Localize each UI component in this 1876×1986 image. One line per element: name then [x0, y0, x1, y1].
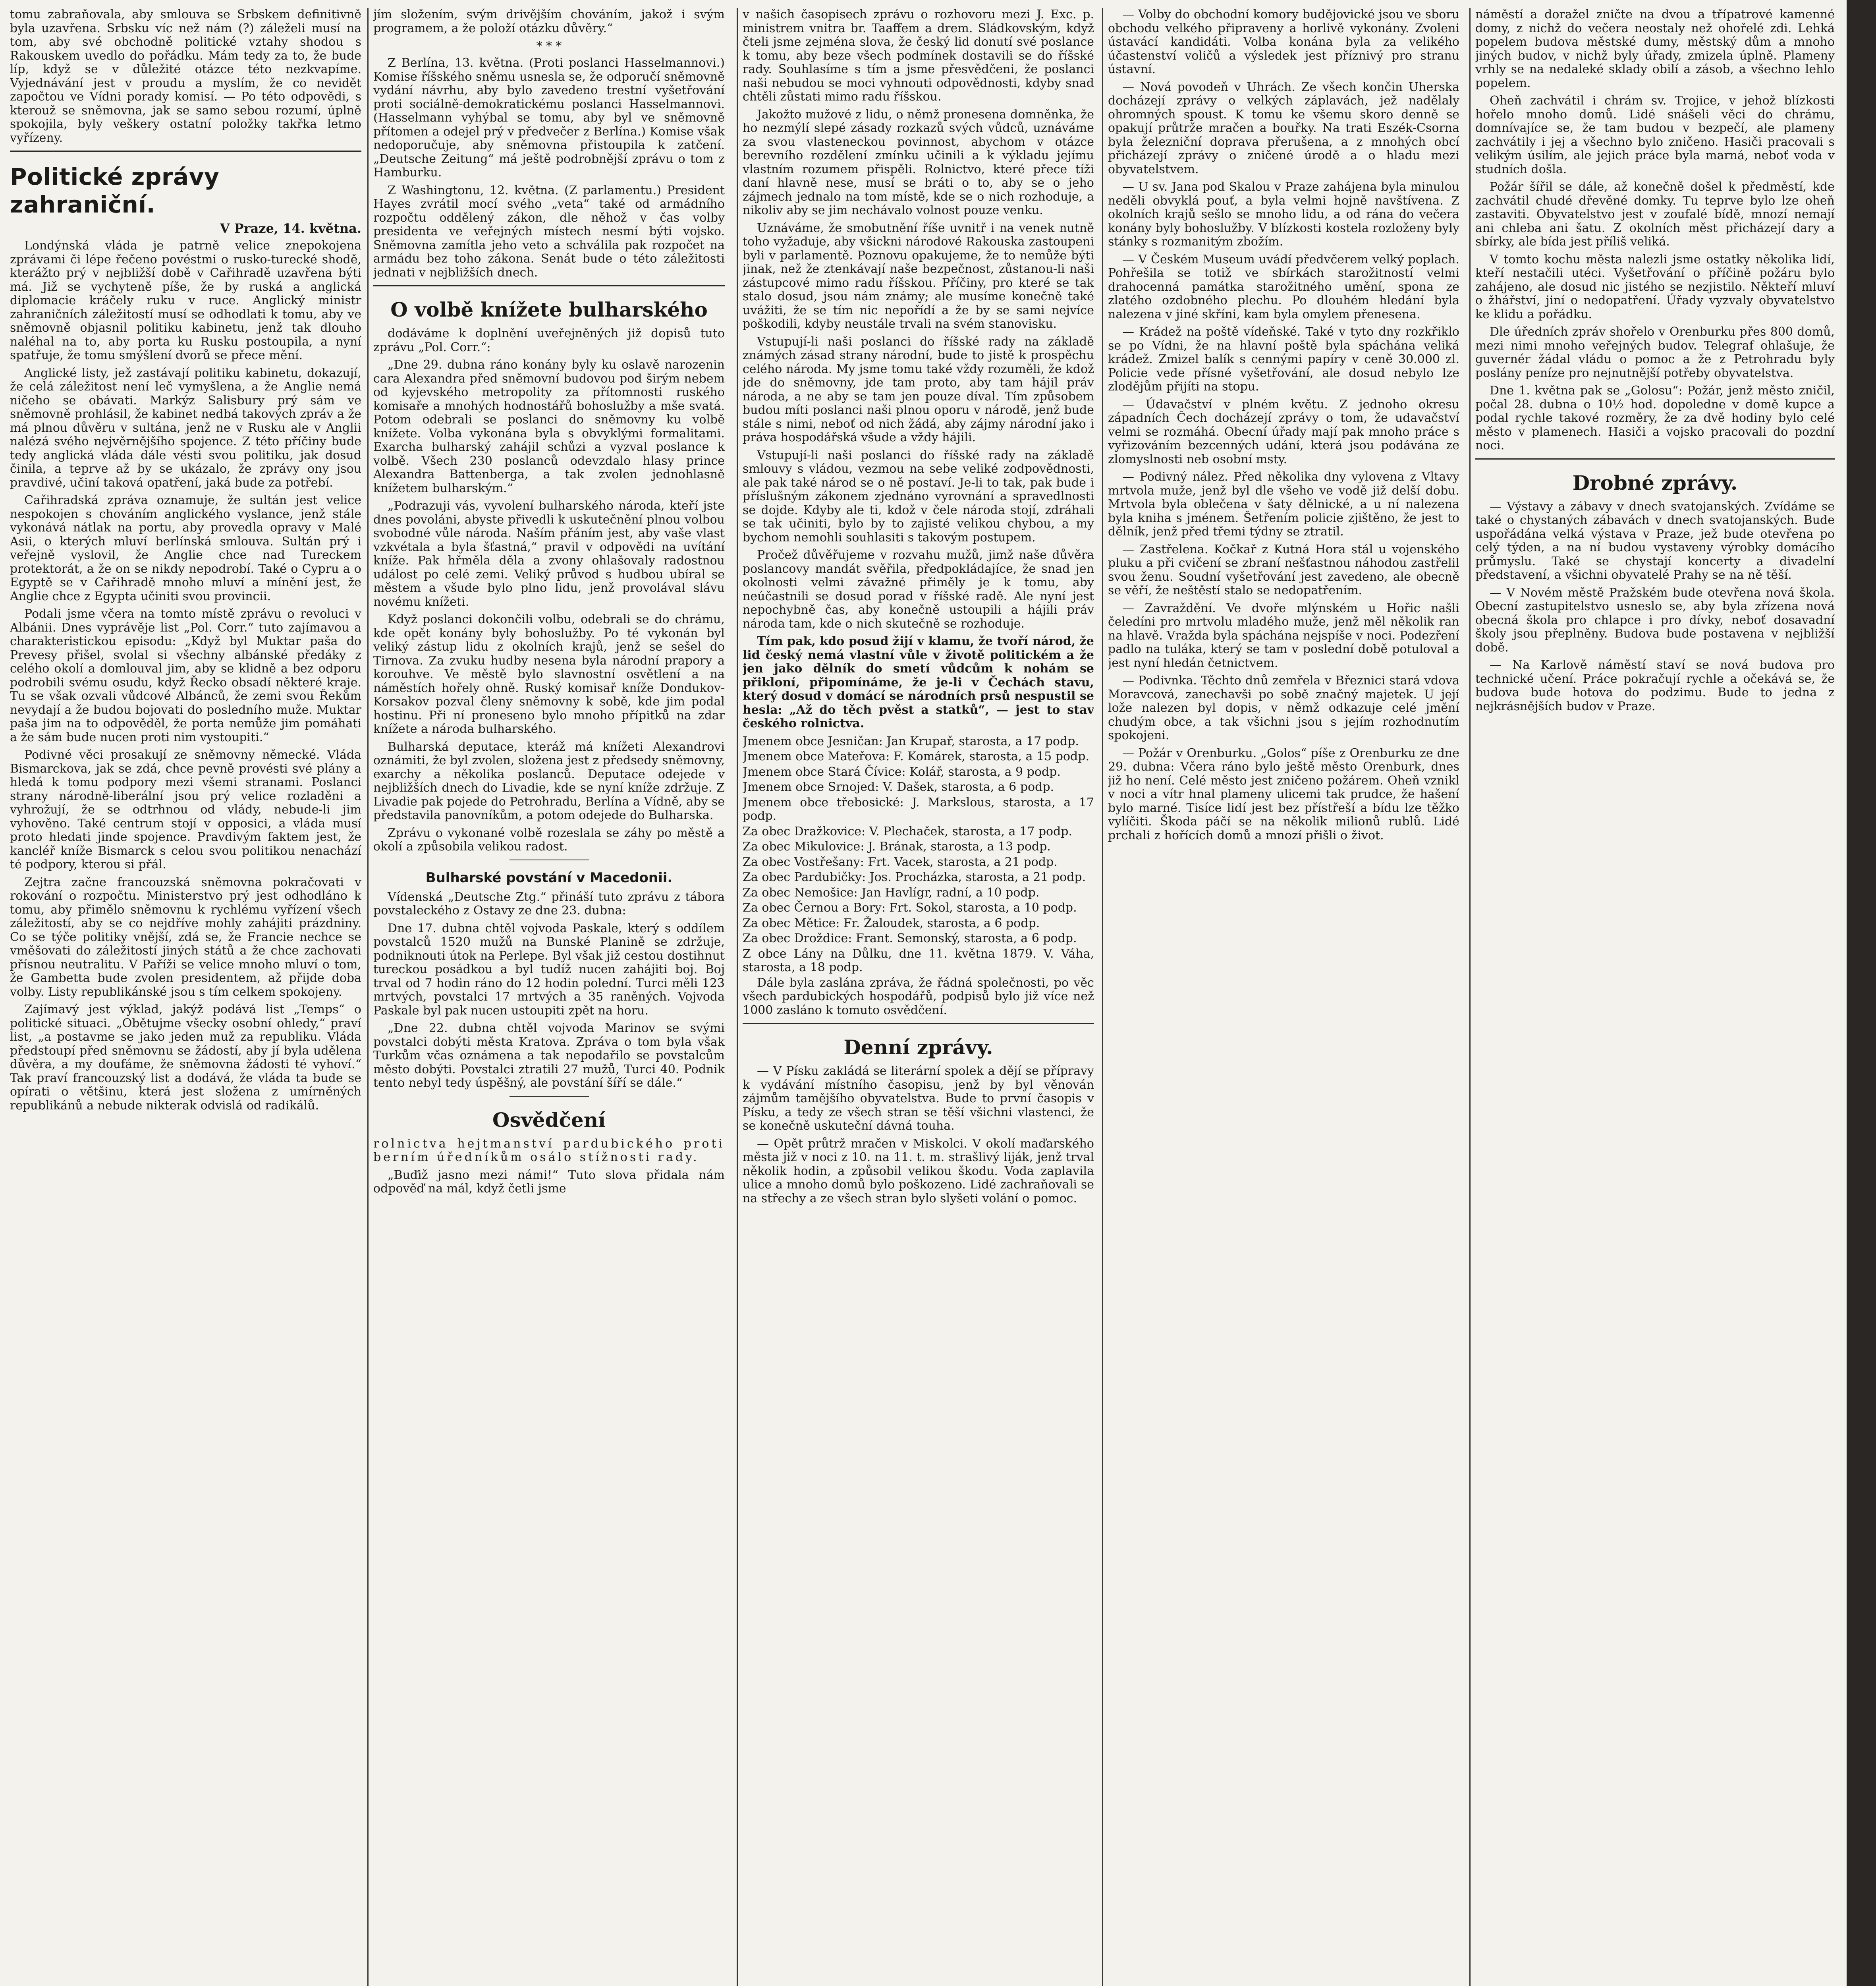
column-divider: [367, 8, 369, 1986]
news-item: — Na Karlově náměstí staví se nová budova pro technické učení. Práce pokračují rychle a očekává se, že budova bude hotova do podzimu. Bude to jedna z nejkrásnějších budov v Praze.: [1475, 658, 1835, 713]
paragraph: Zprávu o vykonané volbě rozeslala se záhy po městě a okolí a způsobila velikou radost.: [373, 826, 725, 854]
signer-entry: Jmenem obce Mateřova: F. Komárek, starosta, a 15 podp.: [743, 750, 1089, 763]
divider: [510, 1096, 589, 1097]
column-3: [743, 8, 1094, 1986]
news-item: — V Českém Museum uvádí předvčerem velký poplach. Pohřešila se totiž ve sbírkách starožitností velmi drahocenná památka starožitného umění, spona ze zlatého ozdobného plechu. Po dlouhém hledání byla nalezena v jiné skříni, kam byla omylem přenesena.: [1108, 252, 1459, 321]
page-edge-shadow: [1847, 0, 1876, 1986]
paragraph: tomu zabraňovala, aby smlouva se Srbskem definitivně byla uzavřena. Srbsku víc než nám (?) záleželi musí na tom, aby své obchodně politické vztahy shodou s Rakouskem uvedlo do pořádku. Mám tedy za to, že bude líp, když se v důležité otázce této nezkvapíme. Vyjednávání jest v proudu a myslím, že co nevidět započtou ve Vídni porady komisí. — Po této odpovědi, s kterouž se sněmovna, jak se samo sebou rozumí, úplně spokojila, byly veškery ostatní položky takřka letmo vyřízeny.: [10, 8, 361, 145]
paragraph: rolnictva hejtmanství pardubického proti berním úředníkům osálo stížnosti rady.: [373, 1136, 725, 1164]
signer-entry: Jmenem obce Jesničan: Jan Krupař, starosta, a 17 podp.: [743, 734, 1079, 748]
signer-entry: Za obec Černou a Bory: Frt. Sokol, starosta, a 10 podp.: [743, 901, 1077, 915]
paragraph: Vídenská „Deutsche Ztg.“ přináší tuto zprávu z tábora povstaleckého z Ostavy ze dne 23. dubna:: [373, 890, 725, 918]
paragraph: Bulharská deputace, kteráž má knížeti Alexandrovi oznámiti, že byl zvolen, složena jest z předsedy sněmovny, exarchy a několika poslanců. Deputace odejede v nejbližších dnech do Livadie, kde se nyní kníže zdržuje. Z Livadie pak pojede do Petrohradu, Berlína a Vídně, aby se představila panovníkům, a potom odejede do Bulharska.: [373, 740, 725, 822]
column-divider: [737, 8, 738, 1986]
divider: [743, 1023, 1094, 1024]
signer-entry: Za obec Vostřešany: Frt. Vacek, starosta, a 21 podp.: [743, 855, 1058, 869]
paragraph: Dne 17. dubna chtěl vojvoda Paskale, který s oddílem povstalců 1520 mužů na Bunské Planině se zdržuje, podniknouti útok na Perlepe. Byl však již cestou dostihnut tureckou posádkou a byl tudíž nucen zahájiti boj. Boj trval od 7 hodin ráno do 12 hodin polední. Turci měli 123 mrtvých, povstalci 17 mrtvých a 35 raněných. Vojvoda Paskale byl pak nucen ustoupiti zpět na horu.: [373, 921, 725, 1018]
paragraph: Podali jsme včera na tomto místě zprávu o revoluci v Albánii. Dnes vyprávěje list „Pol. Corr.“ tuto zajímavou a charakteristickou episodu: „Když byl Muktar paša do Prevesy přišel, svolal si všechny albánské předáky z celého okolí a domlouval jim, aby se klidně a bez odporu podrobili svému osudu, když Řecko obsadí některé kraje. Tu se však ozvali vůdcové Albánců, že zemi svou Řekům nevydají a že budou bojovati do posledního muže. Muktar paša jim na to odpověděl, že porta nemůže jim pomáhati a že sám bude nucen proti nim vystoupiti.“: [10, 607, 361, 744]
separator-stars: * * *: [536, 39, 562, 53]
paragraph: Anglické listy, jež zastávají politiku kabinetu, dokazují, že celá záležitost není leč vymyšlena, a že Anglie nemá ničeho se obávati. Markýz Salisbury prý sám ve sněmovně prohlásil, že kabinet nedbá takových zpráv a že má plnou důvěru v sultána, jenž ne v Rusku ale v Anglii nalézá svého nejvěrnějšího spojence. Z této příčiny bude tedy anglická vláda dále vésti svou politiku, jak dosud činila, a teprve až by se ukázalo, že zprávy ony jsou pravdivé, učiní taková opatření, jaká bude za potřebí.: [10, 366, 361, 490]
paragraph: Zajímavý jest výklad, jakýž podává list „Temps“ o politické situaci. „Obětujme všecky osobní ohledy,“ praví list, „a postavme se jako jeden muž za republiku. Vláda předstoupí před sněmovnu se žádostí, aby jí byla udělena důvěra, a my doufáme, že sněmovna žádosti té vyhoví.“ Tak praví francouzský list a dodává, že vláda ta bude se opírati o většinu, která jest složena z umírněných republikánů a nebude nikterak odvislá od radikálů.: [10, 1003, 361, 1113]
paragraph: náměstí a doražel zničte na dvou a třípatrové kamenné domy, z nichž do večera neostaly než ohořelé zdi. Lehká popelem budova městské dumy, městský dům a mnoho jiných budov, v nichž byly úřady, zmizela úplně. Plameny vrhly se na nedaleké sklady obilí a zásob, a všechno lehlo popelem.: [1475, 8, 1835, 90]
paragraph: „Dne 29. dubna ráno konány byly ku oslavě narozenin cara Alexandra před sněmovní budovou pod širým nebem od kyjevského metropolity za přítomnosti ruského komisaře a mnohých hodnostářů bohoslužby a mše svatá. Potom odebrali se poslanci do sněmovny ku volbě knížete. Volba vykonána byla s obvyklými formalitami. Exarcha bulharský zahájil schůzi a vyzval poslance k volbě. Všech 230 poslanců odevzdalo hlasy prince Alexandra Battenberga, a tak zvolen jednohlasně knížetem bulharským.“: [373, 358, 725, 495]
column-1: [10, 8, 361, 1986]
paragraph: Pročež důvěřujeme v rozvahu mužů, jimž naše důvěra poslancovy mandát svěřila, předpokládajíce, že snad jen okolnosti velmi závažné přiměly je k tomu, aby neúčastnili se dosud porad v říšské radě. Ale nyní jest nepochybně čas, aby konečně ustoupili a hájili práv národa tam, kde o nich skutečně se rozhoduje.: [743, 548, 1094, 631]
column-divider: [1469, 8, 1471, 1986]
dateline: V Praze, 14. května.: [220, 221, 361, 236]
news-item: — Krádež na poště vídeňské. Také v tyto dny rozkřiklo se po Vídni, že na hlavní poště byla spáchána veliká krádež. Zmizel balík s cennými papíry v ceně 30.000 zl. Policie vede přísné vyšetřování, ale dosud nebylo lze zlodějům přijíti na stopu.: [1108, 325, 1459, 394]
paragraph: Požár šířil se dále, až konečně došel k předměstí, kde zachvátil chudé dřevěné domky. Tu teprve bylo lze oheň zastaviti. Obyvatelstvo jest v zoufalé bídě, mnozí nemají ani chleba ani šatu. Z okolních měst přicházejí dary a sbírky, ale bída jest příliš veliká.: [1475, 180, 1835, 249]
paragraph: „Dne 22. dubna chtěl vojvoda Marinov se svými povstalci dobýti města Kratova. Zpráva o tom byla však Turkům včas oznámena a tak nepodařilo se povstalcům město dobýti. Povstalci ztratili 27 mužů, Turci 40. Podnik tento nebyl tedy úspěšný, ale povstání šíří se dále.“: [373, 1021, 725, 1090]
article-title-macedonia: Bulharské povstání v Macedonii.: [425, 869, 673, 886]
paragraph: Vstupují-li naši poslanci do říšské rady na základě smlouvy s vládou, vezmou na sebe veliké zodpovědnosti, ale pak také národ se o ně postaví. Je-li to tak, pak bude i příslušným zákonem zjednáno vyrovnání a spravedlnosti se dojde. Kdyby ale ti, kdož v čele národa stojí, zdráhali se tak učiniti, bylo by to zajisté velikou chybou, a my bychom nemohli souhlasiti s takovým postupem.: [743, 448, 1094, 545]
signer-entry: Jmenem obce třebosické: J. Markslous, starosta, a 17 podp.: [743, 795, 1094, 823]
paragraph: Dle úředních zpráv shořelo v Orenburku přes 800 domů, mezi nimi mnoho veřejných budov. Telegraf ohlašuje, že guvernér žádal vládu o pomoc a že z Petrohradu byly poslány peníze pro nejnutnější potřeby obyvatelstva.: [1475, 325, 1835, 380]
news-item: — Údavačství v plném květu. Z jednoho okresu západních Čech docházejí zprávy o tom, že udavačství velmi se rozmáhá. Obecní úřady mají pak mnoho práce s vyřizováním bezcenných udání, která jsou podávána ze zlomyslnosti neb osobní msty.: [1108, 397, 1459, 466]
paragraph: Dále byla zaslána zpráva, že řádná společnosti, po věc všech pardubických hospodářů, podpisů bylo již více než 1000 zasláno k tomuto osvědčení.: [743, 976, 1094, 1017]
paragraph: V tomto kochu města nalezli jsme ostatky několika lidí, kteří nestačili utéci. Vyšetřování o příčině požáru bylo zahájeno, ale dosud nic jistého se nezjistilo. Někteří mluví o žhářství, jiní o nedopatření. Úřady vyzvaly obyvatelstvo ke klidu a pořádku.: [1475, 252, 1835, 321]
article-title-bulgaria: O volbě knížete bulharského: [390, 298, 708, 321]
paragraph-emphasis: Tím pak, kdo posud žijí v klamu, že tvoří národ, že lid český nemá vlastní vůle v životě politickém a že jen jako dělník do smetí vůdcům k nohám se přikloní, připomínáme, že je-li v Čechách stavu, který dosud v domácí se národních prsů nespustil se hesla: „Až do těch pvěst a statků“, — jest to stav českého rolnictva.: [743, 634, 1094, 730]
paragraph-berlin: Z Berlína, 13. května. (Proti poslanci Hasselmannovi.) Komise říšského sněmu usnesla se, že odporučí sněmovně vydání návrhu, aby bylo zavedeno trestní vyšetřování proti sociálně-demokratickému poslanci Hasselmannovi. (Hasselmann vyhýbal se tomu, aby byl ve sněmovně přítomen a odejel prý v předvečer z Berlína.) Komise však nedoporučuje, aby sněmovna přistoupila k zatčení. „Deutsche Zeitung“ má ještě podrobnější zprávu o tom z Hamburku.: [373, 56, 725, 180]
column-4: [1108, 8, 1459, 1986]
paragraph: dodáváme k doplnění uveřejněných již dopisů tuto zprávu „Pol. Corr.“:: [373, 326, 725, 354]
news-item: — Zastřelena. Kočkař z Kutná Hora stál u vojenského pluku a při cvičení se zbraní nešťastnou náhodou zastřelil svou ženu. Soudní vyšetřování jest zavedeno, ale obecně se věří, že neštěstí stalo se nedopatřením.: [1108, 542, 1459, 597]
paragraph: „Podrazuji vás, vyvolení bulharského národa, kteří jste dnes povoláni, abyste přivedli k uskutečnění plnou volbou svobodné vůle národa. Naším přáním jest, aby vaše vlast vzkvétala a byla šťastná,“ pravil v odpovědi na uvítání kníže. Pak hřměla děla a zvony ohlašovaly radostnou událost po celé zemi. Veliký průvod s hudbou ubíral se městem a všude bylo plno lidu, jenž provolával slávu novému knížeti.: [373, 499, 725, 609]
divider: [10, 151, 361, 152]
news-item: — U sv. Jana pod Skalou v Praze zahájena byla minulou neděli obvyklá pouť, a byla velmi hojně navštívena. Z okolních krajů sešlo se mnoho lidu, a od rána do večera konány byly bohoslužby. V blízkosti kostela rozloženy byly stánky s rozmanitým zbožím.: [1108, 180, 1459, 249]
article-title-declaration: Osvědčení: [492, 1108, 606, 1132]
signer-entry: Z obce Lány na Důlku, dne 11. května 1879. V. Váha, starosta, a 18 podp.: [743, 947, 1094, 974]
paragraph-washington: Z Washingtonu, 12. května. (Z parlamentu.) President Hayes zvrátil mocí svého „veta“ také od armádního rozpočtu oddělený zákon, dle něhož v čas volby presidenta ve veřejných místech nesmí býti vojsko. Sněmovna zamítla jeho veto a schválila pak rozpočet na armádu bez toho zákona. Senát bude o této záležitosti jednati v nejbližších dnech.: [373, 183, 725, 280]
section-headline-daily-news: Denní zprávy.: [843, 1036, 993, 1059]
divider: [1475, 458, 1835, 460]
signer-entry: Za obec Mikulovice: J. Brának, starosta, a 13 podp.: [743, 840, 1051, 854]
paragraph: Londýnská vláda je patrně velice znepokojena zprávami či lépe řečeno povéstmi o rusko-turecké shodě, kterážto prý v nejbližší době v Cařihradě uzavřena býti má. Již se vychyteně píše, že by ruská a anglická diplomacie kráčely ruku v ruce. Anglický ministr zahraničních záležitostí musí se odhodlati k tomu, aby ve sněmovně objasnil politiku kabinetu, jenž tak dlouho naléhal na to, aby porta ku Rusku postoupila, a nyní spatřuje, že tomu smýšlení dvorů se přece mění.: [10, 239, 361, 362]
news-item: — Volby do obchodní komory budějovické jsou ve sboru obchodu velkého připraveny a horlivě vykonány. Zvoleni ústavácí kandidáti. Volba konána byla za velikého účastenství voličů a výsledek jest příznivý pro stranu ústavní.: [1108, 8, 1459, 76]
news-item: — Podivný nález. Před několika dny vylovena z Vltavy mrtvola muže, jenž byl dle všeho ve vodě již delší dobu. Mrtvola byla oblečena v šaty dělnické, a u ní nalezena byla kniha s jménem. Šetřením policie zjištěno, že jest to dělník, jenž před třemi týdny se ztratil.: [1108, 470, 1459, 539]
paragraph: Dne 1. května pak se „Golosu“: Požár, jenž město zničil, počal 28. dubna o 10½ hod. dopoledne v domě kupce a podal rychle takové rozměry, že za dvě hodiny bylo celé město v plamenech. Hasiči a vojsko pracovali do pozdní noci.: [1475, 384, 1835, 452]
paragraph: jím složením, svým drivějším chováním, jakož i svým programem, a že položí otázku důvěry.“: [373, 8, 725, 35]
signer-entry: Jmenem obce Srnojed: V. Dašek, starosta, a 6 podp.: [743, 780, 1054, 794]
paragraph: Zejtra začne francouzská sněmovna pokračovati v rokování o rozpočtu. Ministerstvo prý jest odhodláno k tomu, aby přimělo sněmovnu k rychlému vyřízení všech záležitostí, aby se co nejdříve mohly zahájiti prázdniny. Co se týče politiky vnější, zdá se, že Francie nechce se vměšovati do záležitostí jiných států a že chce zachovati přísnou neutralitu. V Paříži se velice mnoho mluví o tom, že Gambetta bude zvolen presidentem, až přijde doba volby. Listy republikánské jsou s tím celkem spokojeny.: [10, 875, 361, 999]
news-item: — Výstavy a zábavy v dnech svatojanských. Zvídáme se také o chystaných zábavách v dnech svatojanských. Bude uspořádána velká výstava v Praze, jež bude otevřena po celý týden, a na ní budou vystaveny výrobky domácího průmyslu. Také se chystají koncerty a divadelní představení, a všichni obyvatelé Prahy se na ně těší.: [1475, 499, 1835, 582]
section-headline-small-news: Drobné zprávy.: [1572, 471, 1738, 495]
news-item: — V Novém městě Pražském bude otevřena nová škola. Obecní zastupitelstvo usneslo se, aby byla zřízena nová obecná škola pro chlapce i pro dívky, neboť dosavadní školy jsou přeplněny. Budova bude postavena v nejbližší době.: [1475, 585, 1835, 655]
signer-entry: Za obec Mětice: Fr. Žaloudek, starosta, a 6 podp.: [743, 916, 1040, 930]
paragraph: Cařihradská zpráva oznamuje, že sultán jest velice nespokojen s chováním anglického vyslance, jenž stále vykonává nátlak na portu, aby provedla opravy v Malé Asii, o kterých mluví berlínská smlouva. Sultán prý i veřejně vyslovil, že Anglie chce nad Tureckem protektorát, a že on se nikdy nepodrobí. Také o Cypru a o Egyptě se v Cařihradě mnoho mluví a mínění jest, že Anglie chce z Egypta učiniti svou provincii.: [10, 493, 361, 603]
paragraph: Vstupují-li naši poslanci do říšské rady na základě známých zásad strany národní, bude to jistě k prospěchu celého národa. My jsme tomu také vždy rozuměli, že kdož jde do sněmovny, jde tam proto, aby tam hájil práv národa, a ne aby se tam jen pouze díval. Tím způsobem budou míti poslanci naši plnou oporu v národě, jenž bude stále s nimi, neboť od nich žádá, aby zájmy národní jako i práva hospodářská všude a vždy hájili.: [743, 334, 1094, 444]
divider: [373, 285, 725, 286]
paragraph: — V Písku zakládá se literární spolek a dějí se přípravy k vydávání místního časopisu, jenž by byl věnován zájmům tamějšího obyvatelstva. Bude to první časopis v Písku, a tedy ze všech stran se těší všichni vlastenci, že se konečně uskuteční dávná touha.: [743, 1064, 1094, 1133]
paragraph: v našich časopisech zprávu o rozhovoru mezi J. Exc. p. ministrem vnitra br. Taaffem a drem. Sládkovským, když čteli jsme zejména slova, že český lid donutí své poslance k tomu, aby beze všech podmínek dostavili se do říšské rady. Souhlasíme s tím a jsme přesvědčeni, že poslanci naši nebudou se moci vyhnouti odpovědnosti, kdyby snad chtěli zůstati mimo radu říšskou.: [743, 8, 1094, 104]
signers-list: [743, 735, 1094, 975]
news-item: — Nová povodeň v Uhrách. Ze všech končin Uherska docházejí zprávy o velkých záplavách, jež nadělaly ohromných spoust. K tomu ke všemu skoro denně se opakují průtrže mračen a bouřky. Na trati Eszék-Csorna byla železniční doprava přerušena, a z mnohých obcí přicházejí zprávy o zničené úrodě a o hladu mezi obyvatelstvem.: [1108, 80, 1459, 176]
signer-entry: Za obec Droždice: Frant. Semonský, starosta, a 6 podp.: [743, 931, 1077, 945]
section-headline-foreign-news: Politické zprávy zahraniční.: [10, 163, 220, 218]
paragraph: — Opět průtrž mračen v Miskolci. V okolí maďarského města již v noci z 10. na 11. t. m. strašlivý liják, jenž trval několik hodin, a způsobil velikou škodu. Voda zaplavila ulice a mnoho domů bylo poškozeno. Lidé zachraňovali se na střechy a ze všech stran bylo slyšeti volání o pomoc.: [743, 1136, 1094, 1206]
news-item: — Požár v Orenburku. „Golos“ píše z Orenburku ze dne 29. dubna: Včera ráno bylo ještě město Orenburk, dnes již ho není. Celé město jest zničeno požárem. Oheň vznikl v noci a vítr hnal plameny ulicemi tak prudce, že hašení bylo marné. Tisíce lidí jest bez přístřeší a bídu lze těžko vylíčiti. Škoda páčí se na několik milionů rublů. Lidé prchali z hořících domů a mnozí přišli o život.: [1108, 746, 1459, 842]
paragraph: Jakožto mužové z lidu, o němž pronesena domněnka, že ho nezmýlí slepé zásady rozkazů svých vůdců, uznáváme za svou vlasteneckou povinnost, abychom v otázce berevního rozdělení zmínku učinili a k výkladu jejímu vlastním rozumem přispěli. Rolnictvo, které přece tíži daní hlavně nese, musí se bráti o to, aby se o jeho zájmech jednalo na tom místě, kde se o nich rozhoduje, a nikoliv aby se jim nechávalo volnost pouze venku.: [743, 107, 1094, 217]
signer-entry: Za obec Dražkovice: V. Plechaček, starosta, a 17 podp.: [743, 824, 1073, 838]
column-divider: [1102, 8, 1103, 1986]
news-item: — Zavraždění. Ve dvoře mlýnském u Hořic našli čeledíni pro mrtvolu mladého muže, jenž měl několik ran na hlavě. Vražda byla spáchána nejspíše v noci. Podezření padlo na tuláka, který se tam v poslední době potuloval a jest nyní hledán četnictvem.: [1108, 601, 1459, 670]
news-item: — Podivnka. Těchto dnů zemřela v Březnici stará vdova Moravcová, zanechavši po sobě značný majetek. U její lože nalezen byl dopis, v němž odkazuje celé jmění chudým obce, a tak všichni jsou s jejím rozhodnutím spokojeni.: [1108, 674, 1459, 742]
paragraph: Oheň zachvátil i chrám sv. Trojice, v jehož blízkosti hořelo mnoho domů. Lidé snášeli věci do chrámu, domnívajíce se, že tam budou v bezpečí, ale plameny zachvátily i jej a všechno bylo zničeno. Hasiči pracovali s velikým úsilím, ale jejich práce byla marná, neboť voda v studních došla.: [1475, 94, 1835, 176]
signer-entry: Za obec Nemošice: Jan Havlígr, radní, a 10 podp.: [743, 885, 1040, 900]
paragraph: Když poslanci dokončili volbu, odebrali se do chrámu, kde opět konány byly bohoslužby. Po té vykonán byl veliký zástup lidu z okolních krajů, jenž se sešel do Tirnova. Za zvuku hudby nesena byla národní prapory a korouhve. Ve městě bylo slavnostní osvětlení a na náměstích hořely ohně. Ruský komisař kníže Dondukov-Korsakov pozval členy sněmovny k sobě, kde jim podal hostinu. Při ní proneseno bylo mnoho přípitků na zdar knížete a národa bulharského.: [373, 612, 725, 736]
column-5: [1475, 8, 1835, 1986]
paragraph: Podivné věci prosakují ze sněmovny německé. Vláda Bismarckova, jak se zdá, chce pevně provésti své plány a hledá k tomu podpory mezi všemi stranami. Poslanci strany národně-liberální jsou prý velice rozladěni a vyhrožují, že se odtrhnou od vlády, nebude-li jim vyhověno. Také centrum stojí v opposici, a vláda musí proto hledati jinde spojence. Pravdivým faktem jest, že kancléř kníže Bismarck s celou svou politikou nenachází té podpory, kterou si přál.: [10, 748, 361, 871]
paragraph: Uznáváme, že smobutnění říše uvnitř i na venek nutně toho vyžaduje, aby všickni národové Rakouska zastoupeni byli v parlamentě. Poznovu opakujeme, že to nemůže býti jinak, než že ztenkávají naše bezpečnost, zůstanou-li naši zástupcové mimo radu říšskou. Příčiny, pro které se tak stalo dosud, jsou nám známy; ale musíme konečně také uvážiti, že se tím nic nepořídí a že by se sami nejvíce poškodili, kdyby neustále trvali na svém stanovisku.: [743, 221, 1094, 331]
signer-entry: Jmenem obce Stará Čívice: Kolář, starosta, a 9 podp.: [743, 765, 1061, 779]
column-2: [373, 8, 725, 1986]
paragraph: „Buďiž jasno mezi námi!“ Tuto slova přidala nám odpověď na mál, když četli jsme: [373, 1168, 725, 1196]
signer-entry: Za obec Pardubičky: Jos. Procházka, starosta, a 21 podp.: [743, 870, 1086, 884]
